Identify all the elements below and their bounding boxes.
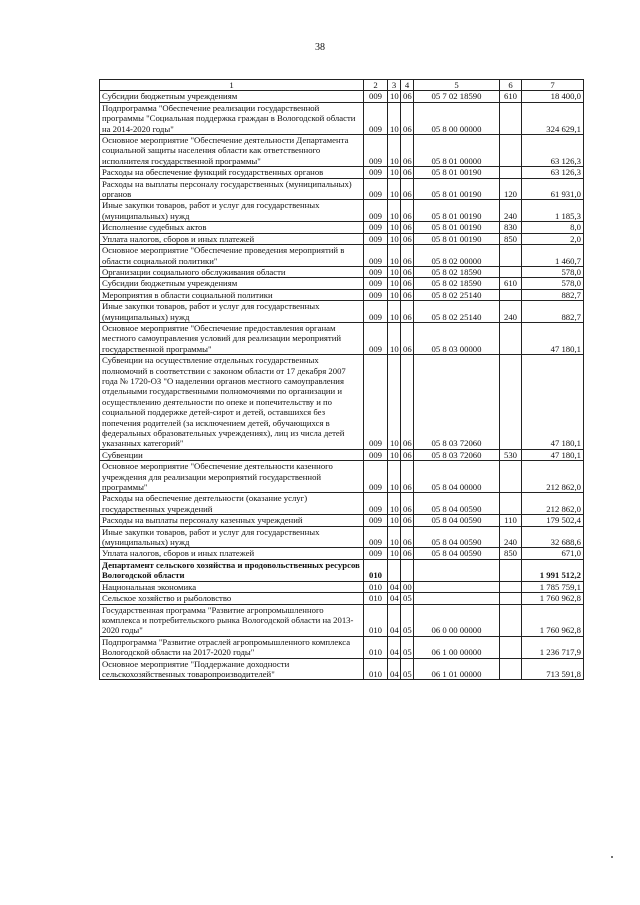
table-row [100,559,584,581]
section-code-cell: 04 [388,658,401,680]
subsection-code-cell: 06 [401,515,414,526]
subsection-code-cell: 06 [401,289,414,300]
row-name-cell: Департамент сельского хозяйства и продовольственных ресурсов Вологодской области [100,559,364,581]
target-article-cell [414,593,500,604]
expense-type-cell: 240 [500,200,522,222]
row-name-cell: Организации социального обслуживания области [100,266,364,277]
amount-cell: 63 126,3 [522,167,584,178]
table-row [100,515,584,526]
table-row [100,178,584,200]
amount-cell: 324 629,1 [522,102,584,134]
subsection-code-cell: 06 [401,266,414,277]
amount-cell: 578,0 [522,266,584,277]
admin-code-cell: 009 [364,461,388,493]
amount-cell: 882,7 [522,289,584,300]
expense-type-cell [500,289,522,300]
subsection-code-cell: 06 [401,178,414,200]
subsection-code-cell: 06 [401,278,414,289]
header-cell: 1 [100,80,364,91]
amount-cell: 1 185,3 [522,200,584,222]
target-article-cell: 05 8 02 00000 [414,245,500,267]
row-name-cell: Национальная экономика [100,581,364,592]
amount-cell: 713 591,8 [522,658,584,680]
subsection-code-cell: 06 [401,526,414,548]
amount-cell: 61 931,0 [522,178,584,200]
row-name-cell: Сельское хозяйство и рыболовство [100,593,364,604]
amount-cell: 671,0 [522,548,584,559]
amount-cell: 179 502,4 [522,515,584,526]
subsection-code-cell: 06 [401,548,414,559]
expense-type-cell [500,581,522,592]
table-row [100,593,584,604]
amount-cell: 1 236 717,9 [522,636,584,658]
target-article-cell: 05 8 04 00590 [414,493,500,515]
row-name-cell: Уплата налогов, сборов и иных платежей [100,548,364,559]
row-name-cell: Основное мероприятие "Обеспечение предоставления органам местного самоуправления условий для реализации мероприятий государственной программы" [100,322,364,354]
expense-type-cell: 850 [500,233,522,244]
subsection-code-cell [401,559,414,581]
subsection-code-cell: 00 [401,581,414,592]
section-code-cell: 10 [388,178,401,200]
expense-type-cell [500,636,522,658]
target-article-cell: 05 8 01 00190 [414,200,500,222]
amount-cell: 8,0 [522,222,584,233]
amount-cell: 18 400,0 [522,91,584,102]
row-name-cell: Основное мероприятие "Обеспечение деятельности казенного учреждения для реализации мероприятий государственной программы" [100,461,364,493]
table-row [100,449,584,460]
target-article-cell: 05 8 01 00000 [414,135,500,167]
subsection-code-cell: 06 [401,493,414,515]
table-row [100,222,584,233]
admin-code-cell: 009 [364,301,388,323]
expense-type-cell [500,658,522,680]
table-row [100,135,584,167]
subsection-code-cell: 06 [401,91,414,102]
target-article-cell: 06 0 00 00000 [414,604,500,636]
row-name-cell: Субвенции на осуществление отдельных государственных полномочий в соответствии с законом области от 17 декабря 2007 года № 1720-ОЗ "О наделении органов местного самоуправления отдельными государственными полномочиями по организации и осуществлению деятельности по опеке и попечительству и по социальной поддержке детей-сирот и детей, оставшихся без попечения родителей (за исключением детей, обучающихся в федеральных образовательных учреждениях), лиц из числа детей указанных категорий" [100,355,364,450]
admin-code-cell: 009 [364,178,388,200]
section-code-cell [388,559,401,581]
target-article-cell: 05 8 00 00000 [414,102,500,134]
table-row [100,245,584,267]
section-code-cell: 04 [388,604,401,636]
row-name-cell: Иные закупки товаров, работ и услуг для государственных (муниципальных) нужд [100,301,364,323]
table-row [100,322,584,354]
expense-type-cell: 830 [500,222,522,233]
admin-code-cell: 009 [364,200,388,222]
table-row [100,278,584,289]
subsection-code-cell: 05 [401,593,414,604]
expense-type-cell: 240 [500,301,522,323]
expense-type-cell: 240 [500,526,522,548]
section-code-cell: 10 [388,135,401,167]
section-code-cell: 10 [388,515,401,526]
row-name-cell: Уплата налогов, сборов и иных платежей [100,233,364,244]
table-row [100,581,584,592]
target-article-cell: 05 8 02 25140 [414,289,500,300]
admin-code-cell: 010 [364,559,388,581]
row-name-cell: Основное мероприятие "Обеспечение деятельности Департамента социальной защиты населения области как ответственного исполнителя государственной программы" [100,135,364,167]
section-code-cell: 10 [388,526,401,548]
table-header-row [100,80,584,91]
row-name-cell: Расходы на выплаты персоналу государственных (муниципальных) органов [100,178,364,200]
target-article-cell: 05 7 02 18590 [414,91,500,102]
amount-cell: 212 862,0 [522,493,584,515]
expense-type-cell [500,135,522,167]
amount-cell: 1 785 759,1 [522,581,584,592]
row-name-cell: Иные закупки товаров, работ и услуг для государственных (муниципальных) нужд [100,200,364,222]
amount-cell: 578,0 [522,278,584,289]
amount-cell: 882,7 [522,301,584,323]
subsection-code-cell: 06 [401,322,414,354]
admin-code-cell: 009 [364,222,388,233]
target-article-cell: 06 1 01 00000 [414,658,500,680]
target-article-cell: 05 8 02 18590 [414,266,500,277]
amount-cell: 1 460,7 [522,245,584,267]
amount-cell: 32 688,6 [522,526,584,548]
expense-type-cell [500,322,522,354]
table-row [100,493,584,515]
admin-code-cell: 010 [364,604,388,636]
section-code-cell: 10 [388,222,401,233]
subsection-code-cell: 06 [401,245,414,267]
expense-type-cell: 610 [500,91,522,102]
section-code-cell: 04 [388,636,401,658]
header-cell: 6 [500,80,522,91]
admin-code-cell: 010 [364,636,388,658]
target-article-cell: 05 8 04 00590 [414,515,500,526]
expense-type-cell [500,461,522,493]
target-article-cell: 05 8 04 00590 [414,526,500,548]
admin-code-cell: 010 [364,658,388,680]
table-row [100,636,584,658]
section-code-cell: 10 [388,548,401,559]
section-code-cell: 04 [388,581,401,592]
expense-type-cell [500,355,522,450]
table-row [100,200,584,222]
section-code-cell: 10 [388,266,401,277]
section-code-cell: 10 [388,301,401,323]
row-name-cell: Расходы на выплаты персоналу казенных учреждений [100,515,364,526]
section-code-cell: 10 [388,91,401,102]
table-row [100,604,584,636]
table-row [100,91,584,102]
header-cell: 4 [401,80,414,91]
section-code-cell: 10 [388,102,401,134]
admin-code-cell: 009 [364,449,388,460]
admin-code-cell: 009 [364,515,388,526]
section-code-cell: 10 [388,322,401,354]
table-row [100,289,584,300]
admin-code-cell: 009 [364,526,388,548]
section-code-cell: 10 [388,278,401,289]
table-row [100,266,584,277]
target-article-cell: 05 8 01 00190 [414,222,500,233]
budget-table [99,79,584,680]
subsection-code-cell: 06 [401,222,414,233]
expense-type-cell [500,102,522,134]
admin-code-cell: 009 [364,135,388,167]
amount-cell: 63 126,3 [522,135,584,167]
admin-code-cell: 009 [364,278,388,289]
subsection-code-cell: 06 [401,233,414,244]
target-article-cell [414,581,500,592]
row-name-cell: Иные закупки товаров, работ и услуг для государственных (муниципальных) нужд [100,526,364,548]
admin-code-cell: 009 [364,266,388,277]
section-code-cell: 10 [388,461,401,493]
table-row [100,102,584,134]
expense-type-cell [500,167,522,178]
section-code-cell: 04 [388,593,401,604]
expense-type-cell: 110 [500,515,522,526]
target-article-cell: 05 8 02 18590 [414,278,500,289]
row-name-cell: Подпрограмма "Развитие отраслей агропромышленного комплекса Вологодской области на 2017-2020 годы" [100,636,364,658]
table-row [100,526,584,548]
amount-cell: 47 180,1 [522,449,584,460]
admin-code-cell: 009 [364,493,388,515]
target-article-cell: 05 8 01 00190 [414,178,500,200]
subsection-code-cell: 06 [401,200,414,222]
target-article-cell: 05 8 03 00000 [414,322,500,354]
table-row [100,233,584,244]
scan-speck [611,856,613,858]
table-row [100,355,584,450]
header-cell: 7 [522,80,584,91]
target-article-cell: 06 1 00 00000 [414,636,500,658]
row-name-cell: Основное мероприятие "Поддержание доходности сельскохозяйственных товаропроизводителей" [100,658,364,680]
expense-type-cell [500,266,522,277]
table-row [100,461,584,493]
expense-type-cell [500,604,522,636]
target-article-cell: 05 8 02 25140 [414,301,500,323]
section-code-cell: 10 [388,245,401,267]
admin-code-cell: 009 [364,355,388,450]
admin-code-cell: 009 [364,245,388,267]
row-name-cell: Мероприятия в области социальной политики [100,289,364,300]
row-name-cell: Государственная программа "Развитие агропромышленного комплекса и потребительского рынка Вологодской области на 2013-2020 годы" [100,604,364,636]
amount-cell: 1 991 512,2 [522,559,584,581]
section-code-cell: 10 [388,167,401,178]
admin-code-cell: 009 [364,548,388,559]
expense-type-cell: 850 [500,548,522,559]
expense-type-cell: 120 [500,178,522,200]
amount-cell: 212 862,0 [522,461,584,493]
target-article-cell: 05 8 04 00000 [414,461,500,493]
expense-type-cell [500,559,522,581]
subsection-code-cell: 06 [401,167,414,178]
subsection-code-cell: 05 [401,604,414,636]
row-name-cell: Основное мероприятие "Обеспечение проведения мероприятий в области социальной политики" [100,245,364,267]
target-article-cell [414,559,500,581]
section-code-cell: 10 [388,200,401,222]
admin-code-cell: 009 [364,322,388,354]
table-row [100,548,584,559]
amount-cell: 2,0 [522,233,584,244]
row-name-cell: Субвенции [100,449,364,460]
target-article-cell: 05 8 04 00590 [414,548,500,559]
amount-cell: 47 180,1 [522,355,584,450]
header-cell: 5 [414,80,500,91]
subsection-code-cell: 06 [401,449,414,460]
subsection-code-cell: 06 [401,461,414,493]
table-row [100,167,584,178]
row-name-cell: Расходы на обеспечение деятельности (оказание услуг) государственных учреждений [100,493,364,515]
section-code-cell: 10 [388,493,401,515]
expense-type-cell [500,245,522,267]
amount-cell: 1 760 962,8 [522,604,584,636]
expense-type-cell: 610 [500,278,522,289]
subsection-code-cell: 06 [401,102,414,134]
amount-cell: 47 180,1 [522,322,584,354]
table-row [100,658,584,680]
target-article-cell: 05 8 03 72060 [414,355,500,450]
subsection-code-cell: 05 [401,636,414,658]
row-name-cell: Подпрограмма "Обеспечение реализации государственной программы "Социальная поддержка граждан в Вологодской области на 2014-2020 годы" [100,102,364,134]
header-cell: 2 [364,80,388,91]
amount-cell: 1 760 962,8 [522,593,584,604]
section-code-cell: 10 [388,449,401,460]
subsection-code-cell: 06 [401,301,414,323]
section-code-cell: 10 [388,355,401,450]
subsection-code-cell: 05 [401,658,414,680]
row-name-cell: Субсидии бюджетным учреждениям [100,91,364,102]
subsection-code-cell: 06 [401,355,414,450]
admin-code-cell: 010 [364,593,388,604]
admin-code-cell: 009 [364,167,388,178]
table-row [100,301,584,323]
admin-code-cell: 009 [364,289,388,300]
expense-type-cell [500,493,522,515]
target-article-cell: 05 8 03 72060 [414,449,500,460]
header-cell: 3 [388,80,401,91]
admin-code-cell: 009 [364,102,388,134]
row-name-cell: Расходы на обеспечение функций государственных органов [100,167,364,178]
section-code-cell: 10 [388,289,401,300]
expense-type-cell: 530 [500,449,522,460]
page-number: 38 [315,42,325,53]
admin-code-cell: 009 [364,91,388,102]
admin-code-cell: 010 [364,581,388,592]
expense-type-cell [500,593,522,604]
admin-code-cell: 009 [364,233,388,244]
target-article-cell: 05 8 01 00190 [414,167,500,178]
target-article-cell: 05 8 01 00190 [414,233,500,244]
subsection-code-cell: 06 [401,135,414,167]
section-code-cell: 10 [388,233,401,244]
row-name-cell: Исполнение судебных актов [100,222,364,233]
row-name-cell: Субсидии бюджетным учреждениям [100,278,364,289]
